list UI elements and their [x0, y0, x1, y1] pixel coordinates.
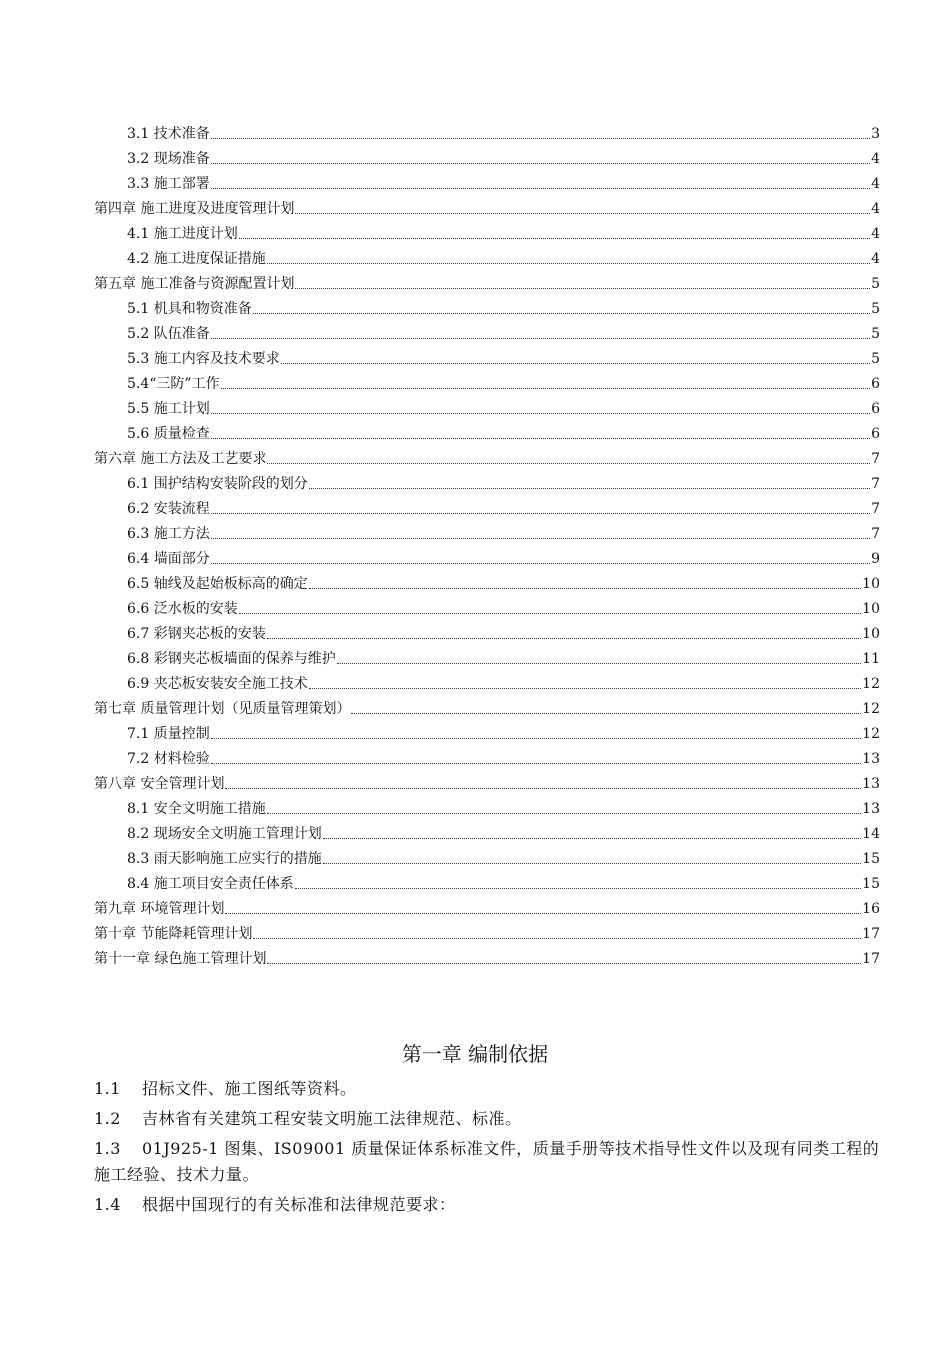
toc-entry[interactable]	[94, 168, 880, 193]
toc-leader-dots	[211, 337, 870, 339]
toc-entry[interactable]	[94, 918, 880, 943]
toc-entry[interactable]	[94, 518, 880, 543]
toc-leader-dots	[267, 262, 870, 264]
toc-entry-page: 3	[871, 126, 880, 142]
toc-entry[interactable]	[94, 143, 880, 168]
toc-leader-dots	[309, 687, 861, 689]
toc-entry-title: 第九章 环境管理计划	[94, 901, 225, 917]
toc-leader-dots	[211, 737, 861, 739]
toc-leader-dots	[351, 712, 861, 714]
toc-leader-dots	[211, 562, 870, 564]
toc-entry-title: 6.6 泛水板的安装	[127, 601, 238, 617]
toc-entry-title: 6.5 轴线及起始板标高的确定	[127, 576, 308, 592]
paragraph-text: 01J925-1 图集、IS09001 质量保证体系标准文件，质量手册等技术指导性文件以及现有同类工程的施工经验、技术力量。	[94, 1139, 880, 1184]
paragraph-number: 1.2	[94, 1109, 121, 1128]
body-paragraph	[94, 1076, 884, 1102]
toc-entry-page: 4	[871, 226, 880, 242]
toc-entry-title: 第十一章 绿色施工管理计划	[94, 951, 267, 967]
toc-entry-page: 16	[862, 901, 880, 917]
toc-entry[interactable]	[94, 268, 880, 293]
toc-leader-dots	[253, 312, 870, 314]
toc-entry[interactable]	[94, 793, 880, 818]
toc-entry-page: 15	[862, 851, 880, 867]
toc-leader-dots	[239, 237, 870, 239]
toc-entry[interactable]	[94, 568, 880, 593]
table-of-contents	[94, 118, 880, 968]
paragraph-text: 招标文件、施工图纸等资料。	[142, 1079, 357, 1098]
toc-entry[interactable]	[94, 318, 880, 343]
toc-entry-title: 5.2 队伍准备	[127, 326, 210, 342]
toc-entry[interactable]	[94, 493, 880, 518]
toc-entry-page: 7	[871, 476, 880, 492]
toc-entry[interactable]	[94, 393, 880, 418]
toc-entry[interactable]	[94, 593, 880, 618]
toc-leader-dots	[295, 887, 861, 889]
toc-entry-page: 12	[862, 676, 880, 692]
body-paragraph	[94, 1192, 884, 1218]
toc-entry-title: 5.6 质量检查	[127, 426, 210, 442]
toc-entry-page: 6	[871, 426, 880, 442]
toc-entry-page: 6	[871, 376, 880, 392]
toc-leader-dots	[267, 962, 861, 964]
toc-entry-title: 第四章 施工进度及进度管理计划	[94, 201, 295, 217]
toc-entry-page: 7	[871, 451, 880, 467]
paragraph-number: 1.1	[94, 1079, 121, 1098]
toc-entry-page: 5	[871, 276, 880, 292]
toc-leader-dots	[211, 412, 870, 414]
toc-entry-title: 4.1 施工进度计划	[127, 226, 238, 242]
toc-entry-title: 8.3 雨天影响施工应实行的措施	[127, 851, 322, 867]
toc-entry-page: 4	[871, 201, 880, 217]
toc-entry-title: 7.1 质量控制	[127, 726, 210, 742]
toc-entry-page: 14	[862, 826, 880, 842]
toc-entry-title: 6.1 围护结构安装阶段的划分	[127, 476, 308, 492]
toc-entry-title: 第六章 施工方法及工艺要求	[94, 451, 267, 467]
toc-entry[interactable]	[94, 743, 880, 768]
toc-entry-page: 4	[871, 176, 880, 192]
toc-leader-dots	[211, 437, 870, 439]
toc-leader-dots	[211, 162, 870, 164]
toc-leader-dots	[211, 762, 861, 764]
toc-entry[interactable]	[94, 443, 880, 468]
toc-entry-title: 4.2 施工进度保证措施	[127, 251, 266, 267]
toc-leader-dots	[211, 537, 870, 539]
toc-entry-page: 15	[862, 876, 880, 892]
body-paragraph	[94, 1136, 884, 1188]
toc-entry[interactable]	[94, 893, 880, 918]
toc-entry-title: 6.2 安装流程	[127, 501, 210, 517]
toc-entry-title: 3.1 技术准备	[127, 126, 210, 142]
chapter-body	[94, 1076, 884, 1222]
toc-entry[interactable]	[94, 418, 880, 443]
toc-entry-title: 7.2 材料检验	[127, 751, 210, 767]
toc-leader-dots	[239, 612, 861, 614]
toc-entry-page: 13	[862, 751, 880, 767]
toc-entry-page: 7	[871, 501, 880, 517]
toc-leader-dots	[225, 787, 861, 789]
toc-entry[interactable]	[94, 693, 880, 718]
toc-leader-dots	[295, 212, 870, 214]
toc-leader-dots	[281, 362, 870, 364]
toc-entry[interactable]	[94, 368, 880, 393]
paragraph-text: 吉林省有关建筑工程安装文明施工法律规范、标准。	[142, 1109, 522, 1128]
toc-entry-page: 12	[862, 726, 880, 742]
toc-entry-page: 13	[862, 776, 880, 792]
toc-leader-dots	[267, 637, 861, 639]
paragraph-number: 1.3	[94, 1139, 121, 1158]
toc-entry[interactable]	[94, 118, 880, 143]
paragraph-number: 1.4	[94, 1195, 121, 1214]
toc-entry-title: 第十章 节能降耗管理计划	[94, 926, 253, 942]
toc-entry[interactable]	[94, 668, 880, 693]
paragraph-text: 根据中国现行的有关标准和法律规范要求：	[142, 1195, 456, 1214]
toc-entry-title: 5.1 机具和物资准备	[127, 301, 252, 317]
toc-leader-dots	[221, 387, 870, 389]
toc-entry-title: 第五章 施工准备与资源配置计划	[94, 276, 295, 292]
toc-leader-dots	[211, 187, 870, 189]
toc-entry[interactable]	[94, 818, 880, 843]
toc-entry-page: 9	[871, 551, 880, 567]
toc-leader-dots	[211, 512, 870, 514]
toc-leader-dots	[253, 937, 861, 939]
body-paragraph	[94, 1106, 884, 1132]
toc-entry-page: 10	[862, 576, 880, 592]
toc-entry-page: 13	[862, 801, 880, 817]
toc-entry[interactable]	[94, 468, 880, 493]
toc-leader-dots	[323, 837, 861, 839]
toc-entry-title: 5.4“三防”工作	[127, 376, 220, 392]
toc-entry[interactable]	[94, 643, 880, 668]
toc-entry[interactable]	[94, 768, 880, 793]
toc-leader-dots	[323, 862, 861, 864]
toc-entry-page: 17	[862, 951, 880, 967]
toc-leader-dots	[309, 487, 870, 489]
toc-entry[interactable]	[94, 543, 880, 568]
toc-leader-dots	[337, 662, 861, 664]
toc-leader-dots	[309, 587, 861, 589]
toc-entry-page: 6	[871, 401, 880, 417]
toc-entry[interactable]	[94, 943, 880, 968]
toc-entry-page: 10	[862, 601, 880, 617]
toc-entry-title: 8.2 现场安全文明施工管理计划	[127, 826, 322, 842]
toc-entry-page: 5	[871, 301, 880, 317]
toc-entry[interactable]	[94, 218, 880, 243]
toc-entry-title: 5.3 施工内容及技术要求	[127, 351, 280, 367]
toc-entry-page: 11	[862, 651, 880, 667]
toc-entry-title: 8.4 施工项目安全责任体系	[127, 876, 294, 892]
toc-entry[interactable]	[94, 843, 880, 868]
toc-entry-page: 10	[862, 626, 880, 642]
toc-entry[interactable]	[94, 243, 880, 268]
toc-entry-title: 6.4 墙面部分	[127, 551, 210, 567]
toc-entry[interactable]	[94, 868, 880, 893]
toc-leader-dots	[225, 912, 861, 914]
toc-leader-dots	[267, 462, 870, 464]
toc-entry-title: 5.5 施工计划	[127, 401, 210, 417]
toc-entry-page: 17	[862, 926, 880, 942]
toc-entry-page: 7	[871, 526, 880, 542]
toc-leader-dots	[211, 137, 870, 139]
toc-entry-title: 6.9 夹芯板安装安全施工技术	[127, 676, 308, 692]
toc-entry[interactable]	[94, 343, 880, 368]
toc-entry-page: 12	[862, 701, 880, 717]
toc-entry-page: 5	[871, 351, 880, 367]
toc-entry[interactable]	[94, 293, 880, 318]
toc-entry-title: 8.1 安全文明施工措施	[127, 801, 266, 817]
toc-entry-page: 5	[871, 326, 880, 342]
toc-entry-title: 3.3 施工部署	[127, 176, 210, 192]
toc-entry[interactable]	[94, 618, 880, 643]
toc-entry-title: 第八章 安全管理计划	[94, 776, 225, 792]
chapter-title: 第一章 编制依据	[401, 1042, 549, 1066]
toc-entry[interactable]	[94, 193, 880, 218]
toc-entry-page: 4	[871, 151, 880, 167]
toc-entry-title: 6.3 施工方法	[127, 526, 210, 542]
toc-entry-title: 第七章 质量管理计划（见质量管理策划）	[94, 701, 351, 717]
toc-entry-title: 3.2 现场准备	[127, 151, 210, 167]
toc-entry-title: 6.7 彩钢夹芯板的安装	[127, 626, 266, 642]
toc-entry-page: 4	[871, 251, 880, 267]
toc-entry[interactable]	[94, 718, 880, 743]
toc-leader-dots	[267, 812, 861, 814]
toc-entry-title: 6.8 彩钢夹芯板墙面的保养与维护	[127, 651, 336, 667]
toc-leader-dots	[295, 287, 870, 289]
